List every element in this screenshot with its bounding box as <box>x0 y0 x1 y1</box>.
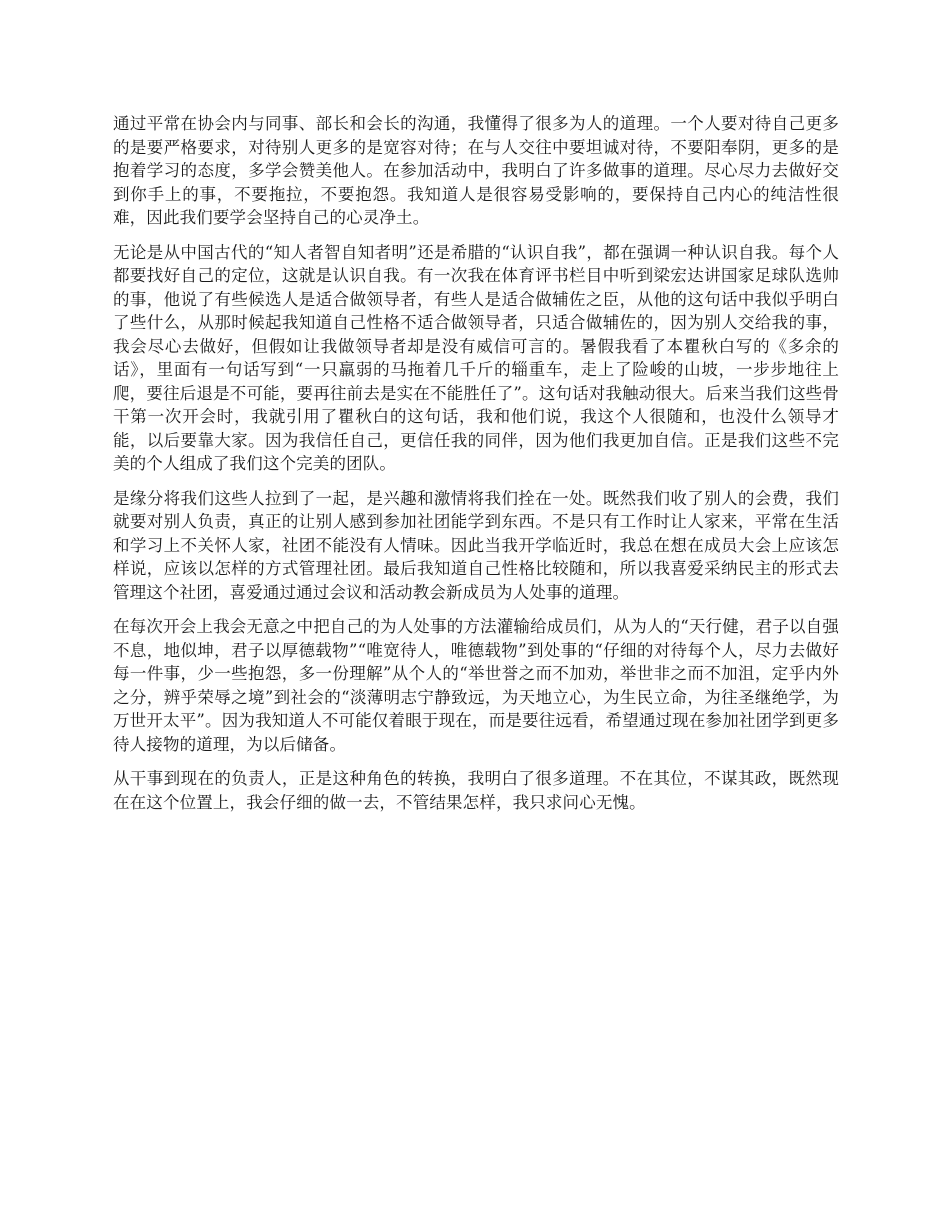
paragraph-2: 无论是从中国古代的“知人者智自知者明”还是希腊的“认识自我”，都在强调一种认识自我。每个人都要找好自己的定位，这就是认识自我。有一次我在体育评书栏目中听到梁宏达讲国家足球队选帅的事，他说了有些候选人是适合做领导者，有些人是适合做辅佐之臣，从他的这句话中我似乎明白了些什么，从那时候起我知道自己性格不适合做领导者，只适合做辅佐的，因为别人交给我的事，我会尽心去做好，但假如让我做领导者却是没有威信可言的。暑假我看了本瞿秋白写的《多余的话》，里面有一句话写到“一只羸弱的马拖着几千斤的辎重车，走上了险峻的山坡，一步步地往上爬，要往后退是不可能，要再往前去是实在不能胜任了”。这句话对我触动很大。后来当我们这些骨干第一次开会时，我就引用了瞿秋白的这句话，我和他们说，我这个人很随和，也没什么领导才能，以后要靠大家。因为我信任自己，更信任我的同伴，因为他们我更加自信。正是我们这些不完美的个人组成了我们这个完美的团队。 <box>113 242 839 473</box>
paragraph-1: 通过平常在协会内与同事、部长和会长的沟通，我懂得了很多为人的道理。一个人要对待自己更多的是要严格要求，对待别人更多的是宽容对待；在与人交往中要坦诚对待，不要阳奉阴，更多的是抱着学习的态度，多学会赞美他人。在参加活动中，我明白了许多做事的道理。尽心尽力去做好交到你手上的事，不要拖拉，不要抱怨。我知道人是很容易受影响的，要保持自己内心的纯洁性很难，因此我们要学会坚持自己的心灵净土。 <box>113 114 839 227</box>
paragraph-3: 是缘分将我们这些人拉到了一起，是兴趣和激情将我们拴在一处。既然我们收了别人的会费，我们就要对别人负责，真正的让别人感到参加社团能学到东西。不是只有工作时让人家来，平常在生活和学习上不关怀人家，社团不能没有人情味。因此当我开学临近时，我总在想在成员大会上应该怎样说，应该以怎样的方式管理社团。最后我知道自己性格比较随和，所以我喜爱采纳民主的形式去管理这个社团，喜爱通过通过会议和活动教会新成员为人处事的道理。 <box>113 488 839 602</box>
paragraph-5: 从干事到现在的负责人，正是这种角色的转换，我明白了很多道理。不在其位，不谋其政，既然现在在这个位置上，我会仔细的做一去，不管结果怎样，我只求问心无愧。 <box>113 769 839 812</box>
document-body <box>113 112 839 825</box>
paragraph-4: 在每次开会上我会无意之中把自己的为人处事的方法灌输给成员们，从为人的“天行健，君子以自强不息，地似坤，君子以厚德载物”“唯宽待人，唯德载物”到处事的“仔细的对待每个人，尽力去做好每一件事，少一些抱怨，多一份理解”从个人的“举世誉之而不加劝，举世非之而不加沮，定乎内外之分，辨乎荣辱之境”到社会的“淡薄明志宁静致远，为天地立心，为生民立命，为往圣继绝学，为万世开太平”。因为我知道人不可能仅着眼于现在，而是要往远看，希望通过现在参加社团学到更多待人接物的道理，为以后储备。 <box>113 617 839 754</box>
